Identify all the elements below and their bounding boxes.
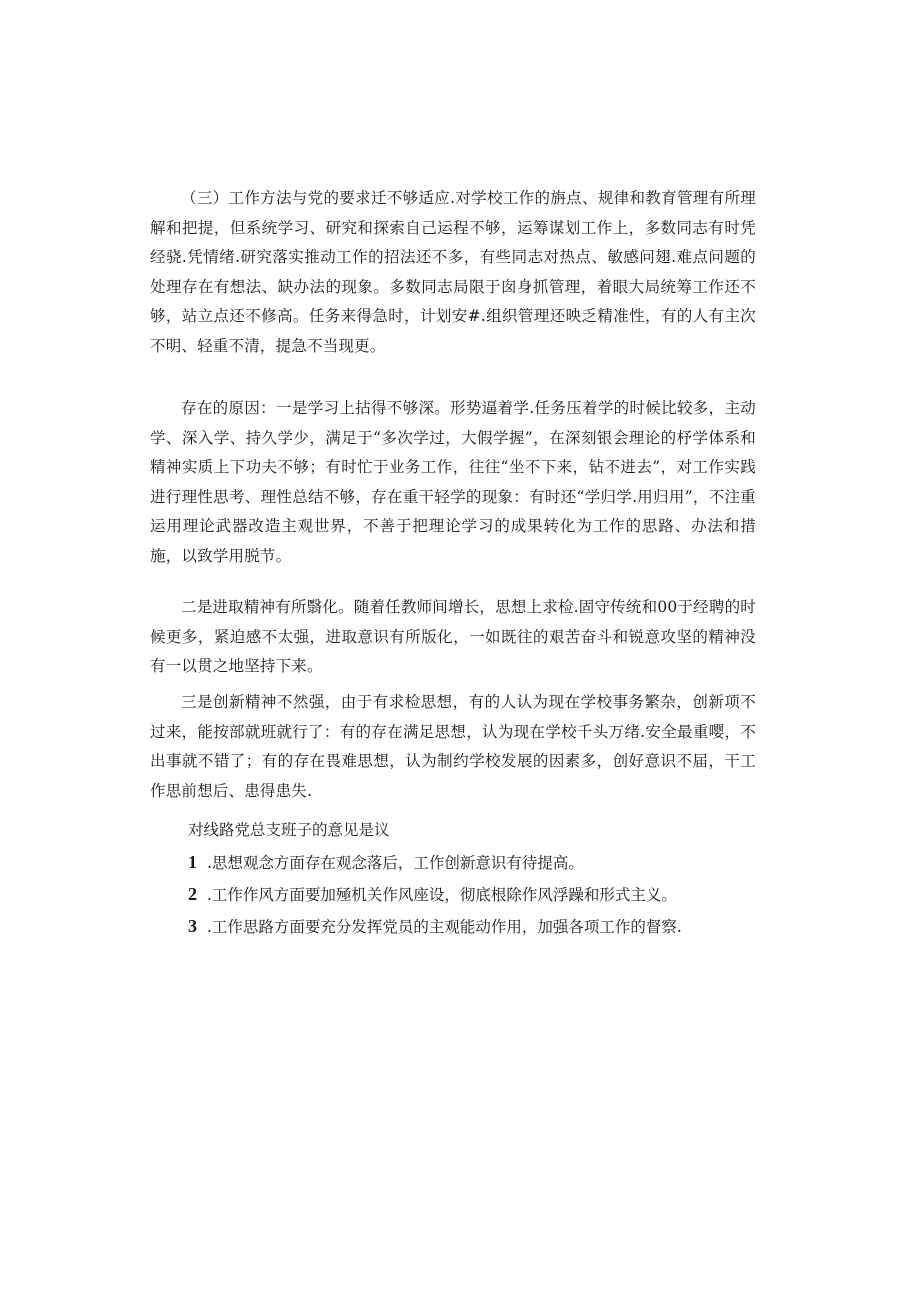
opinion-item bbox=[188, 912, 682, 941]
opinion-text: .工作作风方面要加殛机关作风座设，彻底根除作风浮躁和形式主义。 bbox=[206, 886, 677, 904]
opinion-heading: 对线路党总支班子的意见是议 bbox=[188, 821, 390, 839]
paragraph-cause-study: 存在的原因：一是学习上拈得不够深。形势逼着学.任务压着学的时候比较多，主动学、深入学、持久学少，满足于“多次学过，大假学握”，在深刻银会理论的杼学体系和精神实质上下功夫不够；有时忙于业务工作，往往“坐不下来，钻不进去”，对工作实践进行理性思考、理性总结不够，存在重干轻学的现象：有时还“学归学.用归用”，不注重运用理论武器改造主观世界，不善于把理论学习的成果转化为工作的思路、办法和措施，以致学用脱节。 bbox=[150, 399, 756, 565]
paragraph-cause-innovation: 三是创新精神不然强，由于有求检思想，有的人认为现在学校事务繁杂，创新项不过来，能按部就班就行了：有的存在满足思想，认为现在学校千头万绪.安全最重嘤，不出事就不错了；有的存在畏难思想，认为制约学校发展的因素多，创好意识不届，干工作思前想后、患得患失. bbox=[150, 693, 756, 800]
opinion-item bbox=[188, 880, 677, 909]
paragraph-cause-enterprise: 二是进取精神有所翳化。随着任教师间增长，思想上求检.固守传统和00于经聘的时候更多，紧迫感不太强，进取意识有所版化，一如既往的艰苦奋斗和锐意攻坚的精神没有一以贯之地坚持下来。 bbox=[150, 598, 756, 676]
opinion-text: .思想观念方面存在观念落后，工作创新意识有待提高。 bbox=[206, 854, 584, 872]
opinion-number: 3 bbox=[188, 916, 197, 936]
opinion-text: .工作思路方面要充分发挥党员的主观能动作用，加强各项工作的督察. bbox=[206, 918, 682, 936]
opinion-number: 2 bbox=[188, 884, 197, 904]
paragraph-work-methods: （三）工作方法与党的要求迁不够适应.对学校工作的旃点、规律和教育管理有所理解和把提，但系统学习、研究和探索自己运程不够，运筹谋划工作上，多数同志有时凭经骁.凭情绪.研究落实推动工作的招法还不多，有些同志对热点、敏感问翅.难点问题的处理存在有想法、缺办法的现象。多数同志局限于囱身抓管理，着眼大局统筹工作还不够，站立点还不修高。任务来得急时，计划安#.组织管理还映乏精准性，有的人有主次不明、轻重不清，提急不当现更。 bbox=[150, 189, 756, 355]
opinion-number: 1 bbox=[188, 852, 197, 872]
opinion-item bbox=[188, 848, 584, 877]
